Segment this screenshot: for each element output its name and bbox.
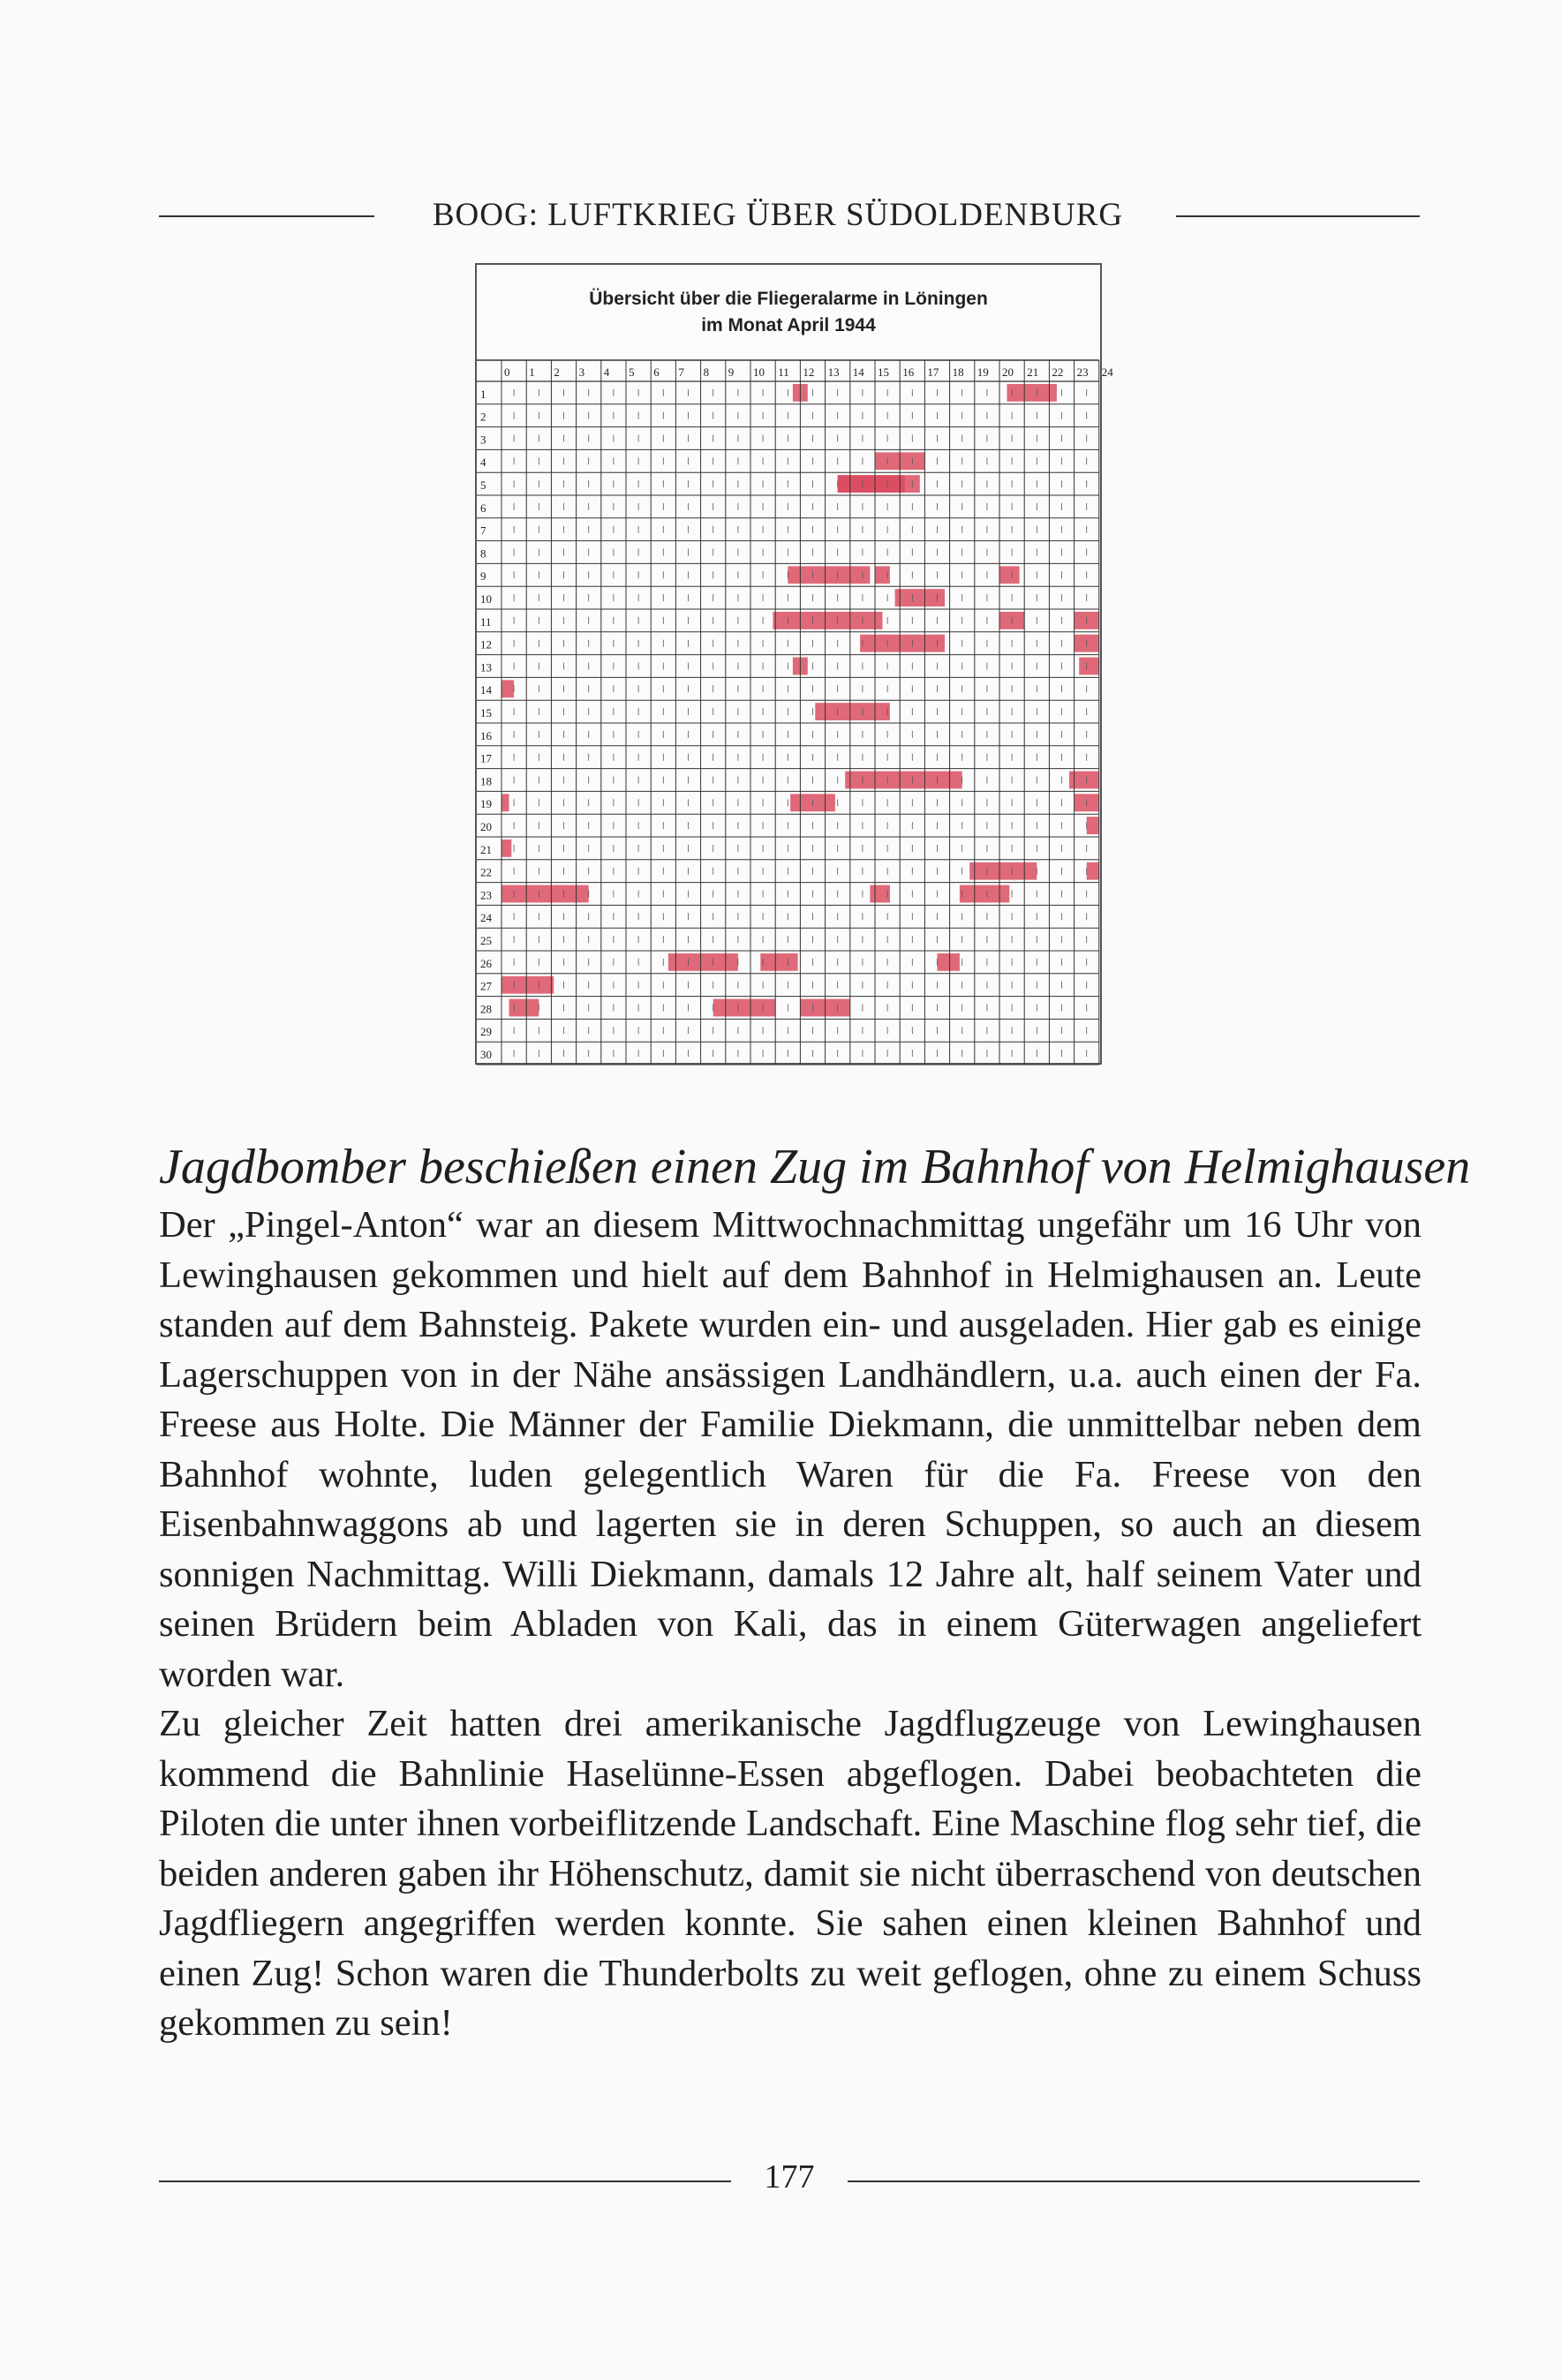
article-heading: Jagdbomber beschießen einen Zug im Bahnhof von Helmighausen xyxy=(159,1140,1471,1194)
hour-tick-7: 7 xyxy=(678,365,684,379)
footer-rule-right xyxy=(848,2180,1420,2182)
alarm-bar-day13-15 xyxy=(1079,658,1099,675)
alarm-bar-day12-12 xyxy=(860,635,945,652)
hour-tick-1: 1 xyxy=(529,365,535,379)
alarm-bar-day20-23 xyxy=(1087,817,1099,834)
paragraph-1: Der „Pingel-Anton“ war an diesem Mittwochnachmittag ungefähr um 16 Uhr von Lewinghausen gekommen und hielt auf dem Bahnhof in Helmighausen an. Leute standen auf dem Bahnsteig. Pakete wurden ein- und ausgeladen. Hier gab es einige Lagerschuppen von in der Nähe ansässigen Landhändlern, u.a. auch einen der Fa. Freese aus Holte. Die Männer der Familie Diekmann, die unmittelbar neben dem Bahnhof wohnte, luden gelegentlich Waren für die Fa. Freese von den Eisenbahnwaggons ab und lagerten sie in deren Schuppen, so auch an diesem sonnigen Nachmittag. Willi Diekmann, damals 12 Jahre alt, half seinem Vater und seinen Brüdern beim Abladen von Kali, das in einem Güterwagen angeliefert worden war. xyxy=(159,1204,1421,1695)
day-label-27: 27 xyxy=(480,979,492,993)
hour-tick-17: 17 xyxy=(927,365,939,379)
alarm-bar-day26-30 xyxy=(668,953,738,971)
day-label-19: 19 xyxy=(480,797,492,811)
alarm-chart xyxy=(477,265,1113,1063)
hour-tick-19: 19 xyxy=(977,365,989,379)
alarm-bar-day23-28 xyxy=(870,885,890,903)
alarm-bar-day5-4 xyxy=(838,475,905,493)
day-label-10: 10 xyxy=(480,592,492,606)
day-label-16: 16 xyxy=(480,728,492,742)
hour-tick-18: 18 xyxy=(952,365,964,379)
hour-tick-0: 0 xyxy=(504,365,510,379)
alarm-bar-day22-25 xyxy=(969,862,1037,880)
running-title: BOOG: LUFTKRIEG ÜBER SÜDOLDENBURG xyxy=(432,197,1124,233)
alarm-bar-day14-16 xyxy=(501,680,514,697)
day-label-15: 15 xyxy=(480,706,492,719)
day-label-20: 20 xyxy=(480,820,492,833)
hour-tick-5: 5 xyxy=(629,365,635,379)
hour-tick-3: 3 xyxy=(578,365,585,379)
hour-tick-20: 20 xyxy=(1002,365,1014,379)
paragraph-2: Zu gleicher Zeit hatten drei amerikanische Jagdflugzeuge von Lewinghausen kommend die Bahnlinie Haselünne-Essen abgeflogen. Dabei beobachteten die Piloten die unter ihnen vorbeiflitzende Landschaft. Eine Maschine flog sehr tief, die beiden anderen gaben ihr Höhenschutz, damit sie nicht überraschend von deutschen Jagdfliegern angegriffen werden konnte. Sie sahen einen kleinen Bahnhof und einen Zug! Schon waren die Thunderbolts zu weit geflogen, ohne zu einem Schuss gekommen zu sein! xyxy=(159,1703,1421,2044)
day-label-5: 5 xyxy=(480,478,486,492)
chart-title xyxy=(477,286,1100,339)
day-label-13: 13 xyxy=(480,660,492,674)
day-label-18: 18 xyxy=(480,774,492,788)
alarm-bar-day15-17 xyxy=(815,703,890,720)
day-label-23: 23 xyxy=(480,888,492,902)
alarm-bar-day27-33 xyxy=(501,976,554,994)
alarm-bar-day18-19 xyxy=(1069,772,1099,789)
hour-tick-6: 6 xyxy=(653,365,660,379)
hour-tick-13: 13 xyxy=(827,365,840,379)
day-label-25: 25 xyxy=(480,934,492,947)
day-label-22: 22 xyxy=(480,865,492,879)
day-label-24: 24 xyxy=(480,911,492,925)
alarm-bar-day19-20 xyxy=(501,794,509,811)
day-label-6: 6 xyxy=(480,501,486,515)
day-label-1: 1 xyxy=(480,387,486,401)
hour-tick-10: 10 xyxy=(753,365,765,379)
day-label-29: 29 xyxy=(480,1025,492,1039)
running-header xyxy=(159,196,1420,235)
hour-tick-23: 23 xyxy=(1076,365,1089,379)
chart-title-line-2: im Monat April 1944 xyxy=(701,315,876,335)
day-label-26: 26 xyxy=(480,956,492,970)
alarm-bar-day22-26 xyxy=(1087,862,1099,880)
hour-tick-9: 9 xyxy=(728,365,735,379)
chart-title-line-1: Übersicht über die Fliegeralarme in Löningen xyxy=(589,289,988,309)
hour-tick-8: 8 xyxy=(703,365,710,379)
alarm-bar-day11-9 xyxy=(773,612,882,629)
hour-tick-4: 4 xyxy=(603,365,610,379)
day-label-14: 14 xyxy=(480,683,492,697)
day-label-8: 8 xyxy=(480,546,486,561)
hour-tick-15: 15 xyxy=(878,365,889,379)
day-label-21: 21 xyxy=(480,842,492,856)
alarm-bar-day26-32 xyxy=(938,953,960,971)
hour-tick-16: 16 xyxy=(902,365,915,379)
alarm-bar-day23-27 xyxy=(501,885,589,903)
alarm-bar-day23-29 xyxy=(960,885,1009,903)
alarm-bar-day21-24 xyxy=(501,840,511,857)
article-body xyxy=(159,1201,1421,2049)
hour-tick-12: 12 xyxy=(803,365,815,379)
hour-tick-21: 21 xyxy=(1027,365,1039,379)
hour-tick-22: 22 xyxy=(1052,365,1064,379)
alarm-chart-figure xyxy=(475,263,1113,1065)
header-rule-left xyxy=(159,215,374,217)
day-label-3: 3 xyxy=(480,433,486,447)
alarm-bar-day28-34 xyxy=(509,999,539,1017)
day-label-17: 17 xyxy=(480,751,492,765)
day-label-7: 7 xyxy=(480,523,486,538)
hour-tick-24: 24 xyxy=(1101,365,1113,379)
day-label-2: 2 xyxy=(480,410,486,424)
day-label-9: 9 xyxy=(480,569,486,584)
day-label-28: 28 xyxy=(480,1002,492,1016)
hour-tick-2: 2 xyxy=(554,365,560,379)
page-number: 177 xyxy=(764,2158,815,2195)
hour-tick-11: 11 xyxy=(778,365,789,379)
footer-rule-left xyxy=(159,2180,731,2182)
alarm-bar-day28-35 xyxy=(713,999,776,1017)
header-rule-right xyxy=(1176,215,1420,217)
page-footer xyxy=(159,2158,1420,2202)
day-label-11: 11 xyxy=(480,614,492,629)
hour-tick-14: 14 xyxy=(852,365,864,379)
alarm-bar-day9-7 xyxy=(999,566,1020,584)
day-label-12: 12 xyxy=(480,637,492,651)
day-label-4: 4 xyxy=(480,456,486,470)
alarm-bar-day26-31 xyxy=(760,953,797,971)
day-label-30: 30 xyxy=(480,1048,492,1061)
